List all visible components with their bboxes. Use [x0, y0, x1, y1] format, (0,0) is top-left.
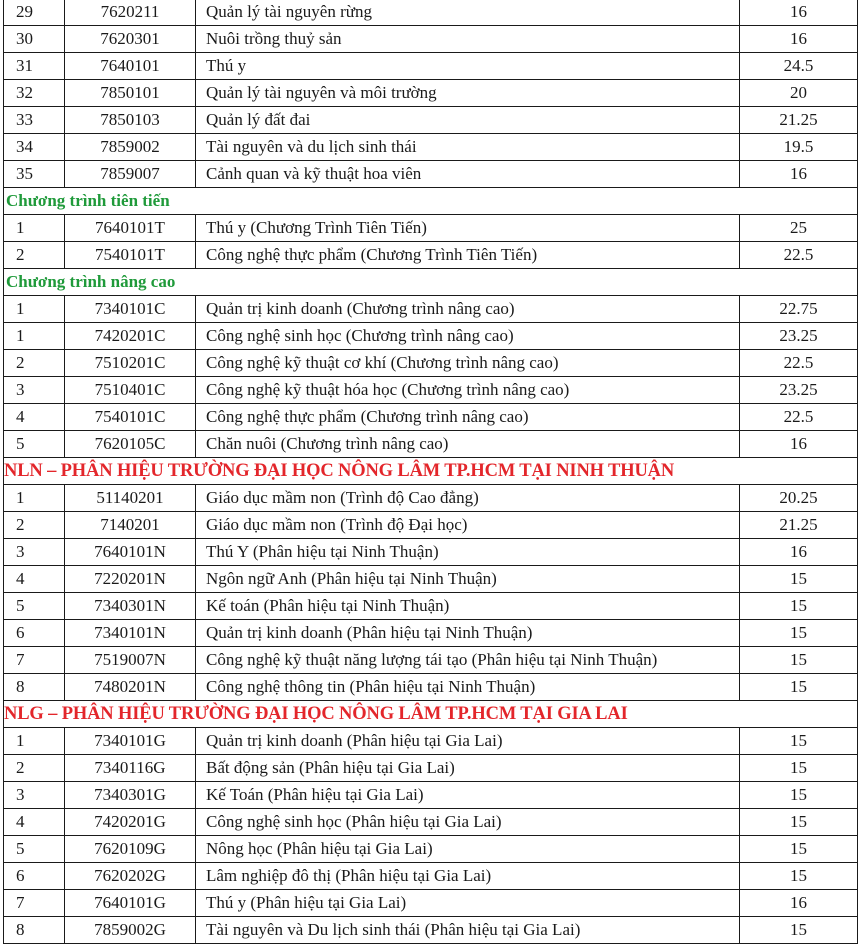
table-row: [4, 26, 858, 53]
major-name-cell: Kế toán (Phân hiệu tại Ninh Thuận): [196, 593, 740, 620]
major-name-cell: Công nghệ thực phẩm (Chương Trình Tiên Tiến): [196, 242, 740, 269]
table-row: [4, 323, 858, 350]
table-row: [4, 917, 858, 944]
major-code-cell: 7510401C: [65, 377, 196, 404]
stt-cell: 3: [4, 782, 65, 809]
score-cell: 20: [740, 80, 858, 107]
major-code-cell: 7340101G: [65, 728, 196, 755]
table-row: [4, 593, 858, 620]
score-cell: 21.25: [740, 107, 858, 134]
table-row: [4, 728, 858, 755]
stt-cell: 30: [4, 26, 65, 53]
stt-cell: 8: [4, 917, 65, 944]
score-cell: 22.5: [740, 404, 858, 431]
section-heading: Chương trình nâng cao: [4, 269, 858, 296]
major-code-cell: 7510201C: [65, 350, 196, 377]
stt-cell: 4: [4, 809, 65, 836]
major-code-cell: 7640101G: [65, 890, 196, 917]
section-heading: Chương trình tiên tiến: [4, 188, 858, 215]
table-row: [4, 566, 858, 593]
score-cell: 22.5: [740, 350, 858, 377]
table-row: [4, 80, 858, 107]
table-body: [4, 0, 858, 944]
major-code-cell: 7340301N: [65, 593, 196, 620]
stt-cell: 31: [4, 53, 65, 80]
table-row: [4, 539, 858, 566]
table-row: [4, 134, 858, 161]
score-cell: 16: [740, 431, 858, 458]
score-cell: 15: [740, 836, 858, 863]
major-code-cell: 7340101N: [65, 620, 196, 647]
stt-cell: 7: [4, 890, 65, 917]
major-name-cell: Công nghệ thực phẩm (Chương trình nâng cao): [196, 404, 740, 431]
table-row: [4, 431, 858, 458]
major-code-cell: 7620202G: [65, 863, 196, 890]
table-row: [4, 242, 858, 269]
stt-cell: 4: [4, 566, 65, 593]
major-code-cell: 7640101N: [65, 539, 196, 566]
major-name-cell: Thú y: [196, 53, 740, 80]
major-name-cell: Công nghệ kỹ thuật cơ khí (Chương trình nâng cao): [196, 350, 740, 377]
major-name-cell: Thú Y (Phân hiệu tại Ninh Thuận): [196, 539, 740, 566]
major-code-cell: 7640101T: [65, 215, 196, 242]
score-cell: 23.25: [740, 323, 858, 350]
stt-cell: 1: [4, 296, 65, 323]
score-cell: 15: [740, 674, 858, 701]
stt-cell: 6: [4, 863, 65, 890]
stt-cell: 1: [4, 323, 65, 350]
table-row: [4, 485, 858, 512]
stt-cell: 3: [4, 377, 65, 404]
table-row: [4, 647, 858, 674]
score-cell: 15: [740, 782, 858, 809]
table-row: [4, 620, 858, 647]
stt-cell: 2: [4, 242, 65, 269]
table-row: [4, 0, 858, 26]
score-cell: 15: [740, 566, 858, 593]
major-code-cell: 7540101T: [65, 242, 196, 269]
major-name-cell: Giáo dục mầm non (Trình độ Đại học): [196, 512, 740, 539]
score-cell: 21.25: [740, 512, 858, 539]
stt-cell: 5: [4, 836, 65, 863]
score-cell: 16: [740, 890, 858, 917]
table-row: [4, 755, 858, 782]
table-row: [4, 404, 858, 431]
score-cell: 15: [740, 755, 858, 782]
major-code-cell: 7859002G: [65, 917, 196, 944]
major-code-cell: 7620109G: [65, 836, 196, 863]
stt-cell: 7: [4, 647, 65, 674]
score-cell: 25: [740, 215, 858, 242]
major-code-cell: 7540101C: [65, 404, 196, 431]
major-name-cell: Thú y (Phân hiệu tại Gia Lai): [196, 890, 740, 917]
stt-cell: 4: [4, 404, 65, 431]
section-heading: NLG – PHÂN HIỆU TRƯỜNG ĐẠI HỌC NÔNG LÂM TP.HCM TẠI GIA LAI: [4, 701, 858, 728]
score-cell: 15: [740, 593, 858, 620]
major-name-cell: Quản lý tài nguyên rừng: [196, 0, 740, 26]
table-row: [4, 296, 858, 323]
score-cell: 19.5: [740, 134, 858, 161]
major-code-cell: 7519007N: [65, 647, 196, 674]
stt-cell: 32: [4, 80, 65, 107]
major-name-cell: Cảnh quan và kỹ thuật hoa viên: [196, 161, 740, 188]
major-code-cell: 7620211: [65, 0, 196, 26]
major-name-cell: Quản lý đất đai: [196, 107, 740, 134]
admission-score-table: [3, 0, 858, 944]
stt-cell: 8: [4, 674, 65, 701]
score-cell: 15: [740, 647, 858, 674]
major-name-cell: Công nghệ sinh học (Phân hiệu tại Gia Lai): [196, 809, 740, 836]
score-cell: 24.5: [740, 53, 858, 80]
major-name-cell: Công nghệ sinh học (Chương trình nâng cao): [196, 323, 740, 350]
major-code-cell: 7220201N: [65, 566, 196, 593]
stt-cell: 1: [4, 485, 65, 512]
score-cell: 22.5: [740, 242, 858, 269]
stt-cell: 5: [4, 593, 65, 620]
stt-cell: 2: [4, 755, 65, 782]
stt-cell: 35: [4, 161, 65, 188]
score-cell: 22.75: [740, 296, 858, 323]
major-name-cell: Chăn nuôi (Chương trình nâng cao): [196, 431, 740, 458]
score-cell: 16: [740, 539, 858, 566]
table-row: [4, 377, 858, 404]
table-row: [4, 809, 858, 836]
stt-cell: 2: [4, 350, 65, 377]
major-name-cell: Quản lý tài nguyên và môi trường: [196, 80, 740, 107]
table-row: [4, 863, 858, 890]
major-name-cell: Lâm nghiệp đô thị (Phân hiệu tại Gia Lai): [196, 863, 740, 890]
major-name-cell: Công nghệ kỹ thuật hóa học (Chương trình nâng cao): [196, 377, 740, 404]
score-cell: 23.25: [740, 377, 858, 404]
major-name-cell: Thú y (Chương Trình Tiên Tiến): [196, 215, 740, 242]
major-name-cell: Công nghệ thông tin (Phân hiệu tại Ninh Thuận): [196, 674, 740, 701]
major-code-cell: 7850101: [65, 80, 196, 107]
major-code-cell: 7420201C: [65, 323, 196, 350]
score-cell: 15: [740, 917, 858, 944]
major-name-cell: Quản trị kinh doanh (Phân hiệu tại Ninh Thuận): [196, 620, 740, 647]
major-code-cell: 7620105C: [65, 431, 196, 458]
stt-cell: 6: [4, 620, 65, 647]
table-row: [4, 674, 858, 701]
score-cell: 16: [740, 161, 858, 188]
table-row: [4, 836, 858, 863]
table-row: [4, 782, 858, 809]
table-row: [4, 215, 858, 242]
major-name-cell: Bất động sản (Phân hiệu tại Gia Lai): [196, 755, 740, 782]
table-row: [4, 161, 858, 188]
stt-cell: 29: [4, 0, 65, 26]
section-heading: NLN – PHÂN HIỆU TRƯỜNG ĐẠI HỌC NÔNG LÂM TP.HCM TẠI NINH THUẬN: [4, 458, 858, 485]
major-code-cell: 7859002: [65, 134, 196, 161]
table-row: [4, 890, 858, 917]
major-name-cell: Công nghệ kỹ thuật năng lượng tái tạo (Phân hiệu tại Ninh Thuận): [196, 647, 740, 674]
score-cell: 15: [740, 620, 858, 647]
stt-cell: 1: [4, 728, 65, 755]
table-row: [4, 107, 858, 134]
major-name-cell: Nông học (Phân hiệu tại Gia Lai): [196, 836, 740, 863]
section-heading-row: [4, 701, 858, 728]
score-cell: 15: [740, 809, 858, 836]
score-cell: 15: [740, 863, 858, 890]
score-cell: 15: [740, 728, 858, 755]
major-code-cell: 7640101: [65, 53, 196, 80]
major-code-cell: 51140201: [65, 485, 196, 512]
major-name-cell: Tài nguyên và Du lịch sinh thái (Phân hiệu tại Gia Lai): [196, 917, 740, 944]
major-name-cell: Ngôn ngữ Anh (Phân hiệu tại Ninh Thuận): [196, 566, 740, 593]
stt-cell: 3: [4, 539, 65, 566]
score-cell: 20.25: [740, 485, 858, 512]
score-cell: 16: [740, 0, 858, 26]
stt-cell: 1: [4, 215, 65, 242]
major-code-cell: 7480201N: [65, 674, 196, 701]
stt-cell: 2: [4, 512, 65, 539]
stt-cell: 5: [4, 431, 65, 458]
major-name-cell: Quản trị kinh doanh (Phân hiệu tại Gia Lai): [196, 728, 740, 755]
table-row: [4, 350, 858, 377]
table-row: [4, 53, 858, 80]
table-row: [4, 512, 858, 539]
section-heading-row: [4, 458, 858, 485]
major-name-cell: Nuôi trồng thuỷ sản: [196, 26, 740, 53]
section-heading-row: [4, 188, 858, 215]
major-code-cell: 7340101C: [65, 296, 196, 323]
section-heading-row: [4, 269, 858, 296]
major-code-cell: 7420201G: [65, 809, 196, 836]
major-code-cell: 7340301G: [65, 782, 196, 809]
major-name-cell: Giáo dục mầm non (Trình độ Cao đẳng): [196, 485, 740, 512]
major-code-cell: 7340116G: [65, 755, 196, 782]
major-name-cell: Tài nguyên và du lịch sinh thái: [196, 134, 740, 161]
major-code-cell: 7620301: [65, 26, 196, 53]
major-name-cell: Quản trị kinh doanh (Chương trình nâng cao): [196, 296, 740, 323]
stt-cell: 34: [4, 134, 65, 161]
major-code-cell: 7859007: [65, 161, 196, 188]
major-code-cell: 7850103: [65, 107, 196, 134]
major-code-cell: 7140201: [65, 512, 196, 539]
major-name-cell: Kế Toán (Phân hiệu tại Gia Lai): [196, 782, 740, 809]
stt-cell: 33: [4, 107, 65, 134]
score-cell: 16: [740, 26, 858, 53]
